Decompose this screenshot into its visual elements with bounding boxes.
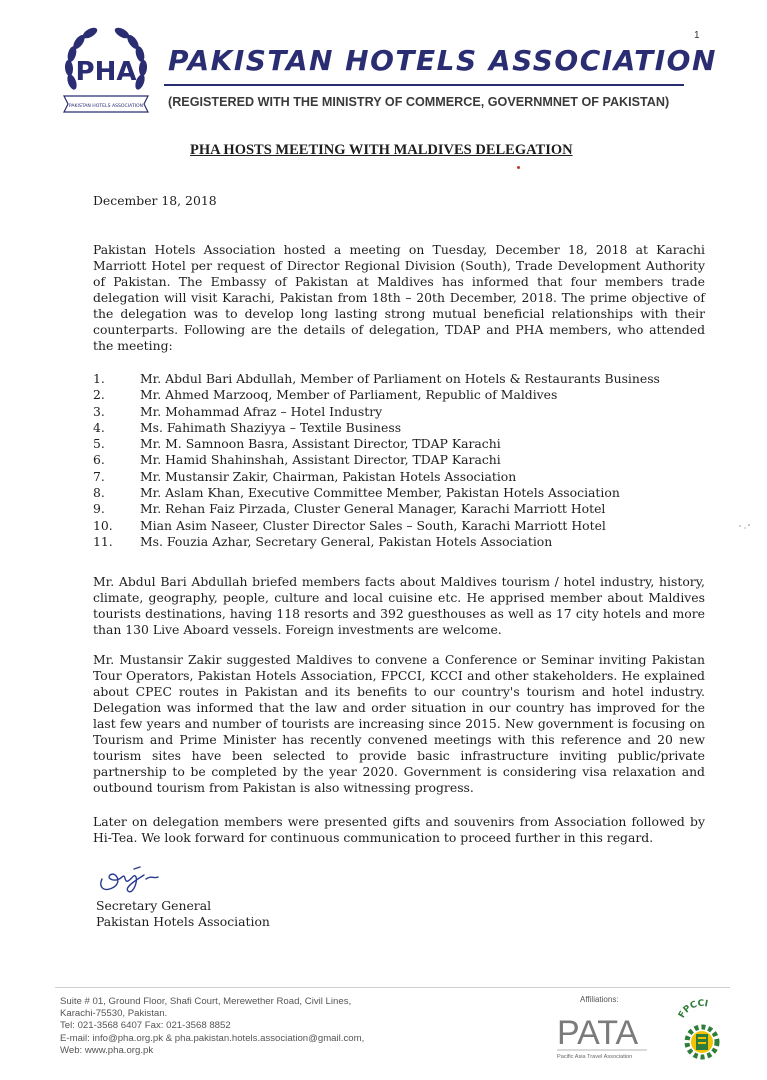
registration-line: (REGISTERED WITH THE MINISTRY OF COMMERCE, GOVERNMNET OF PAKISTAN) — [168, 95, 670, 109]
ink-mark — [517, 166, 520, 169]
web-line: Web: www.pha.org.pk — [60, 1044, 154, 1056]
affiliations-label: Affiliations: — [580, 995, 619, 1004]
address-line: Suite # 01, Ground Floor, Shafi Court, Merewether Road, Civil Lines, — [60, 996, 352, 1007]
attendee-text: Mr. Aslam Khan, Executive Committee Member, Pakistan Hotels Association — [140, 485, 620, 501]
document-title: PHA HOSTS MEETING WITH MALDIVES DELEGATION — [190, 142, 573, 158]
suggestion-paragraph: Mr. Mustansir Zakir suggested Maldives to convene a Conference or Seminar inviting Pakistan Tour Operators, Pakistan Hotels Association, FPCCI, KCCI and other stakeholders. He explained about CPEC routes in Pakistan and its benefits to our country's tourism and hotel industry. Delegation was informed that the law and order situation in our country has improved for the last few years and number of tourists are increasing since 2015. New government is focusing on Tourism and Prime Minister has recently convened meetings with this reference and 20 new tourism sites have been selected to provide basic infrastructure inviting public/private partnership to be completed by the year 2020. Government is considering visa relaxation and outbound tourism from Pakistan is also witnessing progress. — [93, 652, 705, 795]
organization-name: PAKISTAN HOTELS ASSOCIATION — [168, 44, 717, 77]
list-number: 5. — [93, 436, 105, 452]
phone-line: Tel: 021-3568 6407 Fax: 021-3568 8852 — [60, 1020, 231, 1032]
list-number: 8. — [93, 485, 105, 501]
attendee-text: Mr. Abdul Bari Abdullah, Member of Parliament on Hotels & Restaurants Business — [140, 371, 660, 386]
fpcci-arc-text: FPCCI — [677, 998, 709, 1021]
briefing-paragraph: Mr. Abdul Bari Abdullah briefed members facts about Maldives tourism / hotel industry, history, climate, geography, people, culture and local cuisine etc. He apprised member about Maldives tourists destinations, having 118 resorts and 392 guesthouses as well as 17 city hotels and more than 130 Live Aboard vessels. Foreign investments are welcome. — [93, 574, 705, 637]
address-line: Karachi-75530, Pakistan. — [60, 1008, 168, 1020]
attendee-text: Mian Asim Naseer, Cluster Director Sales – South, Karachi Marriott Hotel — [140, 517, 606, 533]
list-number: 9. — [93, 501, 105, 517]
attendee-text: Mr. Hamid Shahinshah, Assistant Director, TDAP Karachi — [140, 452, 501, 468]
svg-text:FPCCI — [677, 999, 709, 1020]
list-number: 1. — [93, 371, 105, 386]
signatory-block — [96, 898, 270, 930]
logo-ribbon-text: PAKISTAN HOTELS ASSOCIATION — [68, 104, 144, 109]
signatory-organization: Pakistan Hotels Association — [96, 914, 270, 929]
fpcci-logo — [672, 996, 732, 1064]
gear-icon — [687, 1027, 717, 1057]
list-number: 3. — [93, 403, 105, 419]
attendee-text: Mr. Rehan Faiz Pirzada, Cluster General Manager, Karachi Marriott Hotel — [140, 501, 606, 517]
scan-specks — [738, 522, 752, 532]
attendee-text: Ms. Fahimath Shaziyya – Textile Business — [140, 419, 402, 435]
letter-date: December 18, 2018 — [93, 193, 217, 208]
attendee-text: Mr. Ahmed Marzooq, Member of Parliament, Republic of Maldives — [140, 387, 558, 403]
logo-text: PHA — [75, 57, 137, 87]
attendee-text: Ms. Fouzia Azhar, Secretary General, Pakistan Hotels Association — [140, 533, 553, 549]
footer-divider — [55, 987, 730, 988]
list-number: 10. — [93, 517, 113, 533]
pha-logo — [58, 22, 154, 118]
list-number: 4. — [93, 419, 105, 435]
attendee-text: Mr. M. Samnoon Basra, Assistant Director, TDAP Karachi — [140, 436, 501, 452]
pata-logo — [553, 1006, 653, 1062]
handwritten-signature — [94, 857, 170, 899]
email-line: E-mail: info@pha.org.pk & pha.pakistan.hotels.association@gmail.com, — [60, 1032, 365, 1044]
list-number: 11. — [93, 533, 113, 549]
pata-caption: Pacific Asia Travel Association — [557, 1054, 633, 1060]
list-number: 7. — [93, 468, 105, 484]
attendee-text: Mr. Mustansir Zakir, Chairman, Pakistan Hotels Association — [140, 468, 517, 484]
footer-address — [60, 996, 364, 1057]
list-number: 2. — [93, 387, 105, 403]
intro-paragraph: Pakistan Hotels Association hosted a meeting on Tuesday, December 18, 2018 at Karachi Marriott Hotel per request of Director Regional Division (South), Trade Development Authority of Pakistan. The Embassy of Pakistan at Maldives has informed that four members trade delegation will visit Karachi, Pakistan from 18th – 20th December, 2018. The prime objective of the delegation was to develop long lasting strong mutual beneficial relationships with their counterparts. Following are the details of delegation, TDAP and PHA members, who attended the meeting: — [93, 242, 705, 353]
pata-wordmark: PATA — [557, 1014, 639, 1052]
signatory-title: Secretary General — [96, 898, 212, 913]
attendee-text: Mr. Mohammad Afraz – Hotel Industry — [140, 403, 383, 419]
list-number: 6. — [93, 452, 105, 468]
closing-paragraph: Later on delegation members were presented gifts and souvenirs from Association followed by Hi-Tea. We look forward for continuous communication to proceed further in this regard. — [93, 814, 705, 845]
page-number: 1 — [694, 30, 700, 41]
header-divider — [164, 84, 684, 86]
